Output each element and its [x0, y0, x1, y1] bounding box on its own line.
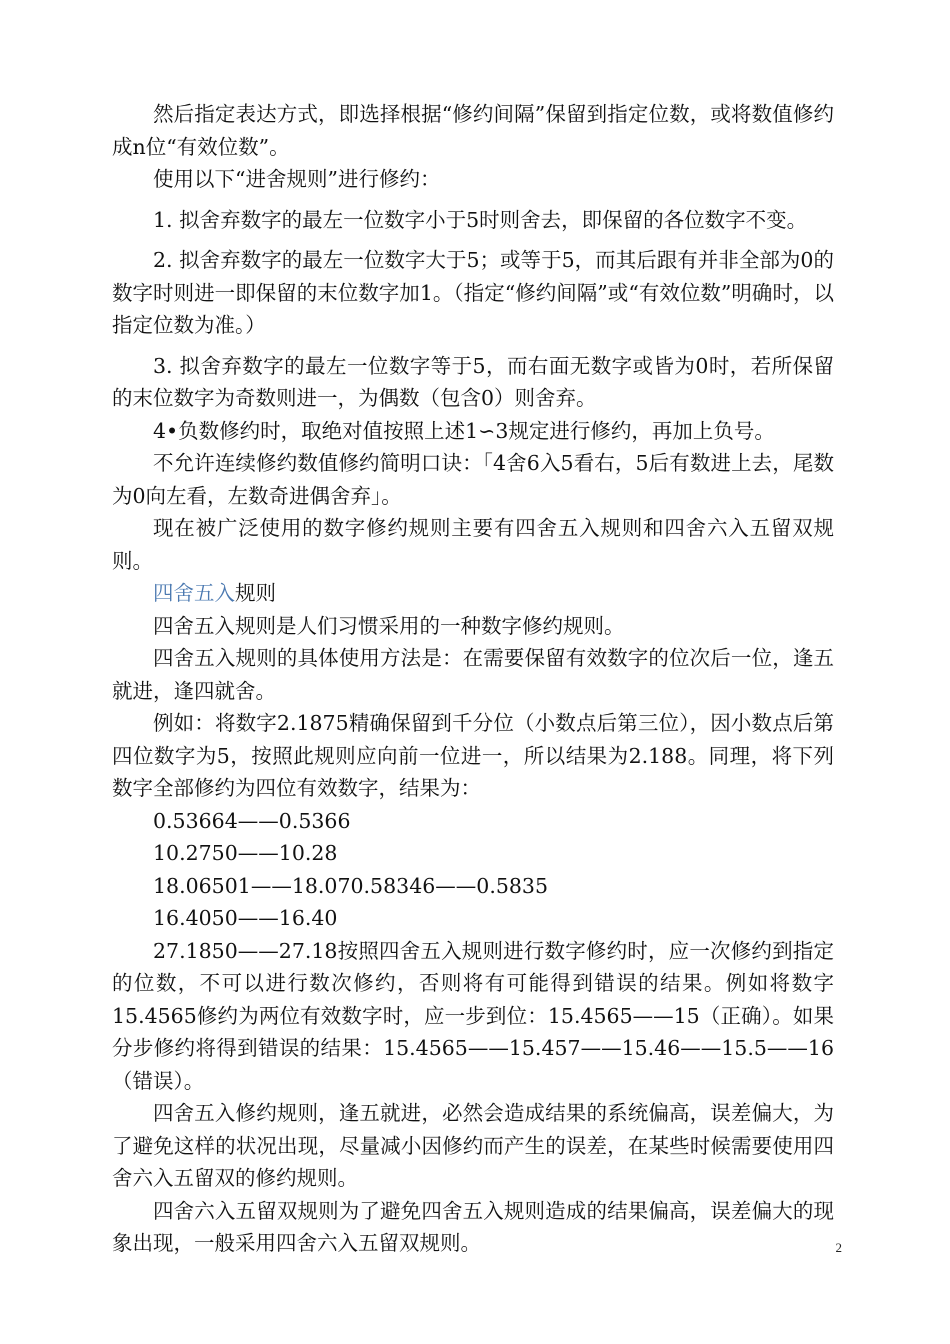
paragraph: 四舍五入修约规则，逢五就进，必然会造成结果的系统偏高，误差偏大，为了避免这样的状况出现，尽量减小因修约而产生的误差，在某些时候需要使用四舍六入五留双的修约规则。: [112, 1101, 834, 1190]
paragraph: 1. 拟舍弃数字的最左一位数字小于5时则舍去，即保留的各位数字不变。: [153, 207, 808, 232]
heading-suffix: 规则: [235, 581, 276, 605]
heading-link[interactable]: 四舍五入: [153, 581, 235, 605]
paragraph: 四舍五入规则是人们习惯采用的一种数字修约规则。: [153, 613, 625, 638]
paragraph: 四舍五入规则的具体使用方法是：在需要保留有效数字的位次后一位，逢五就进，逢四就舍。: [112, 646, 834, 703]
example-line: 0.53664——0.5366: [153, 808, 351, 833]
page-number: 2: [835, 1240, 842, 1255]
paragraph: 不允许连续修约数值修约简明口诀：「4舍6入5看右，5后有数进上去，尾数为0向左看，左数奇进偶舍弃」。: [112, 451, 834, 508]
paragraph: 然后指定表达方式，即选择根据“修约间隔”保留到指定位数，或将数值修约成n位“有效位数”。: [112, 102, 834, 159]
example-line: 18.06501——18.070.58346——0.5835: [153, 873, 549, 898]
paragraph: 例如：将数字2.1875精确保留到千分位（小数点后第三位），因小数点后第四位数字为5，按照此规则应向前一位进一，所以结果为2.188。同理，将下列数字全部修约为四位有效数字，结果为：: [112, 711, 834, 800]
paragraph: 使用以下“进舍规则”进行修约：: [153, 167, 441, 191]
paragraph: 2. 拟舍弃数字的最左一位数字大于5；或等于5，而其后跟有并非全部为0的数字时则进一即保留的末位数字加1。（指定“修约间隔”或“有效位数”明确时，以指定位数为准。）: [112, 248, 834, 337]
paragraph: 27.1850——27.18按照四舍五入规则进行数字修约时，应一次修约到指定的位数，不可以进行数次修约，否则将有可能得到错误的结果。例如将数字15.4565修约为两位有效数字时，应一步到位：15.4565——15（正确）。如果分步修约将得到错误的结果：15.4565——15.457——15.46——15.5——16（错误）。: [112, 938, 834, 1093]
section-heading: [112, 577, 834, 610]
example-line: 10.2750——10.28: [153, 841, 338, 865]
paragraph: 4•负数修约时，取绝对值按照上述1∽3规定进行修约，再加上负号。: [153, 418, 775, 443]
example-line: 16.4050——16.40: [153, 906, 338, 930]
paragraph: 3. 拟舍弃数字的最左一位数字等于5，而右面无数字或皆为0时，若所保留的末位数字为奇数则进一，为偶数（包含0）则舍弃。: [112, 353, 834, 410]
paragraph: 四舍六入五留双规则为了避免四舍五入规则造成的结果偏高，误差偏大的现象出现，一般采用四舍六入五留双规则。: [112, 1198, 834, 1255]
body-text: [112, 98, 834, 1260]
paragraph: 现在被广泛使用的数字修约规则主要有四舍五入规则和四舍六入五留双规则。: [112, 516, 834, 573]
